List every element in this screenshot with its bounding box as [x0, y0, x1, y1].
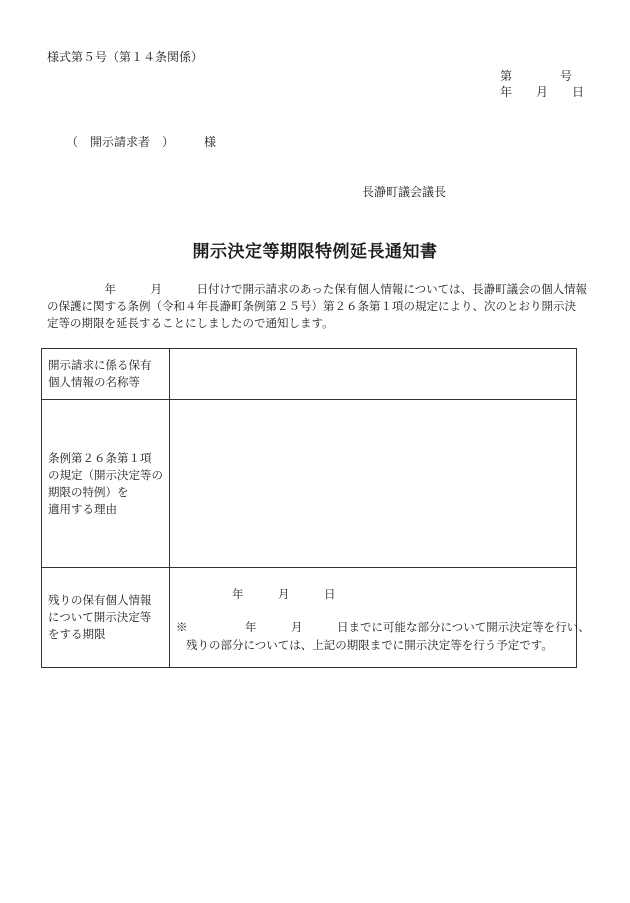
form-number: 様式第５号（第１４条関係） — [47, 50, 204, 64]
label-line: 個人情報の名称等 — [48, 375, 140, 389]
body-line-1: 年 月 日付けで開示請求のあった保有個人情報については、長瀞町議会の個人情報 — [47, 282, 588, 296]
label-line: 残りの保有個人情報 — [48, 593, 152, 607]
table-row-reason — [42, 400, 577, 568]
addressee-requester: （ 開示請求者 ） 様 — [66, 135, 217, 149]
label-deadline — [42, 568, 170, 668]
label-line: について開示決定等 — [48, 610, 152, 624]
table-row-deadline — [42, 568, 577, 668]
label-line: 条例第２６条第１項 — [48, 450, 152, 465]
label-line: 期限の特例）を — [48, 484, 129, 499]
body-paragraph — [47, 281, 588, 332]
label-line: 適用する理由 — [48, 501, 117, 516]
table-row-information-name — [42, 349, 577, 400]
label-line: の規定（開示決定等の — [48, 467, 163, 482]
field-reason[interactable] — [170, 400, 577, 568]
label-information-name — [42, 349, 170, 400]
document-number-line: 第 号 — [500, 69, 573, 83]
field-deadline[interactable] — [170, 568, 590, 668]
document-title: 開示決定等期限特例延長通知書 — [192, 242, 438, 262]
label-line: 開示請求に係る保有 — [48, 358, 152, 372]
deadline-date: 年 月 日 — [232, 587, 336, 601]
deadline-note-line-2: 残りの部分については、上記の期限までに開示決定等を行う予定です。 — [186, 638, 553, 652]
label-reason — [42, 400, 170, 568]
field-information-name[interactable] — [170, 349, 577, 400]
label-line: をする期限 — [48, 627, 106, 641]
extension-details-table — [41, 348, 590, 668]
sender-chair: 長瀞町議会議長 — [362, 185, 447, 199]
document-date-line: 年 月 日 — [500, 85, 585, 99]
deadline-note-line-1: ※ 年 月 日までに可能な部分について開示決定等を行い、 — [176, 620, 590, 634]
body-line-2: の保護に関する条例（令和４年長瀞町条例第２５号）第２６条第１項の規定により、次のとおり開示決 — [47, 299, 576, 313]
body-line-3: 定等の期限を延長することにしましたので通知します。 — [47, 316, 334, 330]
